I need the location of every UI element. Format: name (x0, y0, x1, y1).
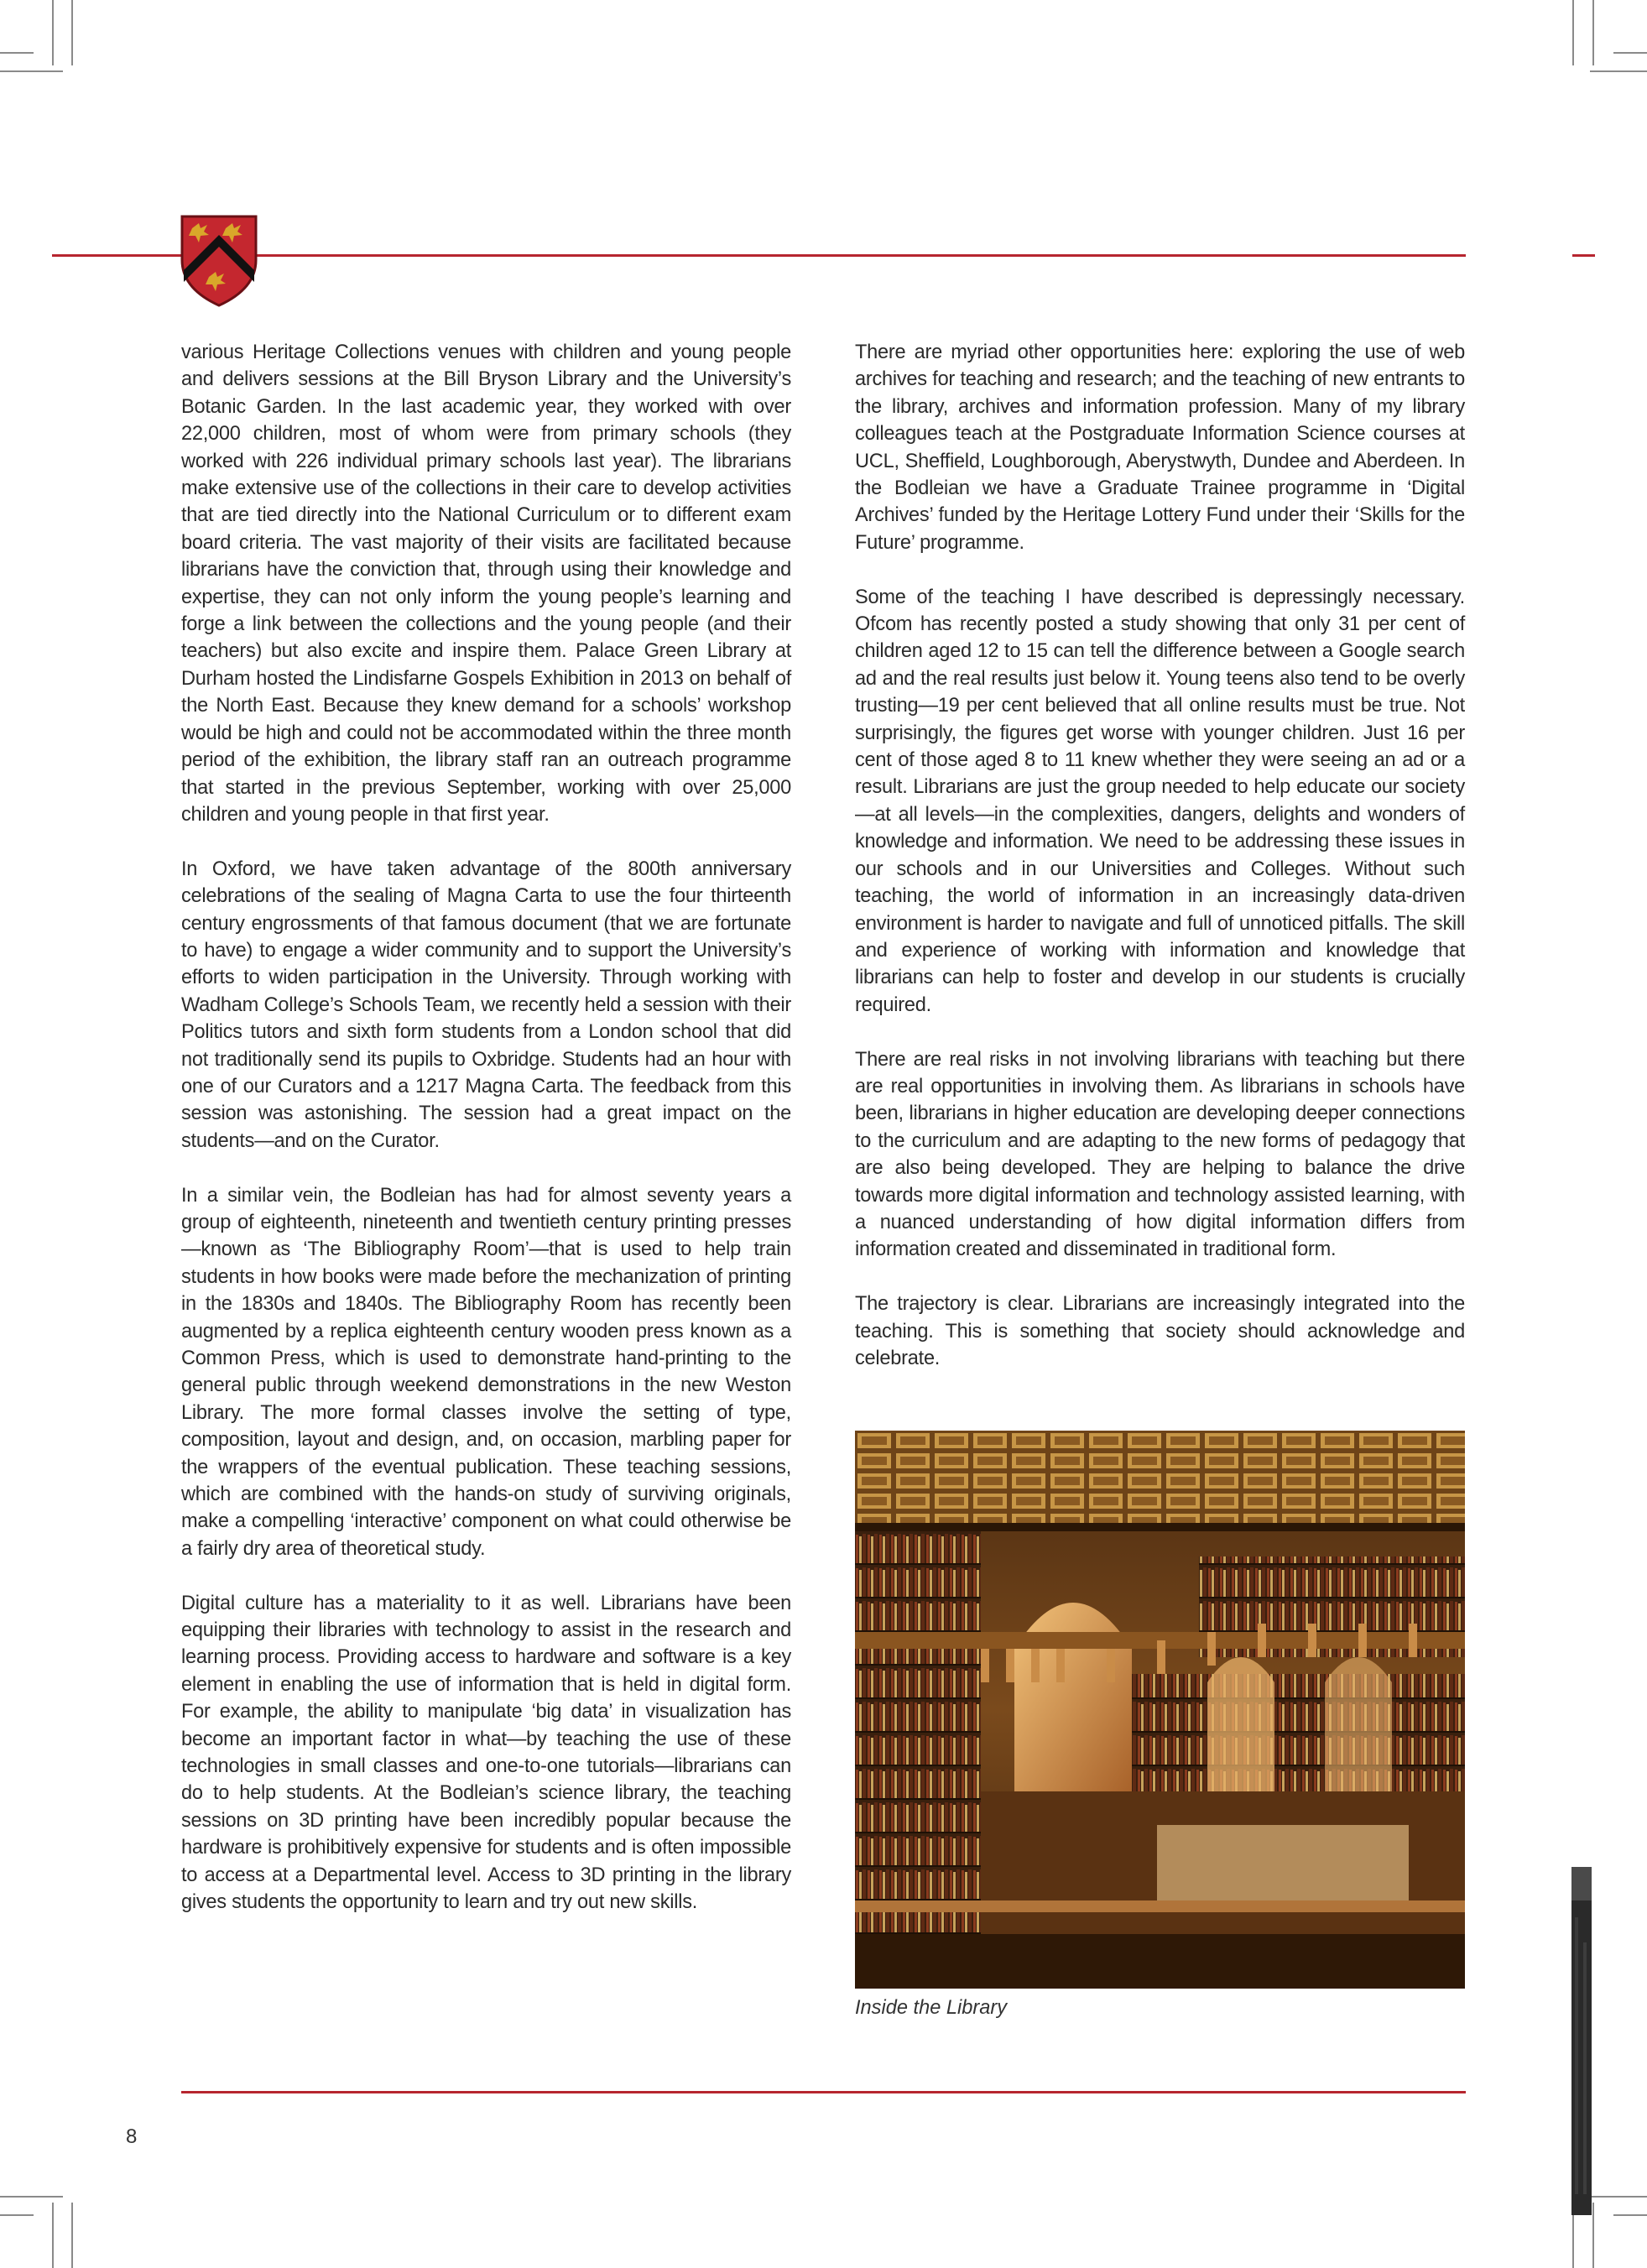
header-rule-tick (1572, 254, 1595, 257)
crop-mark (0, 52, 34, 54)
crop-mark (1572, 0, 1574, 65)
crop-mark (0, 70, 63, 72)
crop-mark (71, 2203, 73, 2268)
figure-caption: Inside the Library (855, 1997, 1007, 2019)
footer-rule (181, 2091, 1466, 2093)
crop-mark (1592, 2203, 1594, 2268)
body-paragraph: In a similar vein, the Bodleian has had for almost seventy years a group of eighteenth, nineteenth and twentieth century printing presses—known as ‘The Bibliography Room’—that is used to help train students in how books were made before the mechanization of printing in the 1830s and 1840s. The Bibliography Room has recently been augmented by a replica eighteenth century wooden press known as a Common Press, which is used to demonstrate hand-printing to the general public through weekend demonstrations in the new Weston Library. The more formal classes involve the setting of type, composition, layout and design, and, on occasion, marbling paper for the wrappers of the eventual publication. These teaching sessions, which are combined with the hands-on study of surviving originals, make a compelling ‘interactive’ component on what could otherwise be a fairly dry area of theoretical study. (181, 1184, 791, 1560)
body-paragraph: Some of the teaching I have described is depressingly necessary. Ofcom has recently posted a study showing that only 31 per cent of children aged 12 to 15 can tell the difference between a Google search ad and the real results just below it. Young teens also tend to be overly trusting—19 per cent believed that all online results must be true. Not surprisingly, the figures get worse with younger children. Just 16 per cent of those aged 8 to 11 knew whether they were seeing an ad or a result. Librarians are just the group needed to help educate our society—at all levels—in the complexities, dangers, delights and wonders of knowledge and information. We need to be addressing these issues in our schools and in our Universities and Colleges. Without such teaching, the world of information in an increasingly data-driven environment is harder to navigate and full of unnoticed pitfalls. The skill and experience of working with information and knowledge that librarians can help to foster and develop in our students is crucially required. (855, 586, 1465, 1016)
page-number: 8 (126, 2125, 138, 2148)
crop-mark (1613, 2214, 1647, 2216)
page-edge-tab (1571, 1867, 1592, 2215)
left-column (181, 339, 791, 1943)
crop-mark (52, 0, 54, 65)
body-paragraph: various Heritage Collections venues with children and young people and delivers sessions at the Bill Bryson Library and the University’s Botanic Garden. In the last academic year, they worked with over 22,000 children, most of whom were from primary schools (they worked with 226 individual primary schools last year). The librarians make extensive use of the collections in their care to develop activities that are tied directly into the National Curriculum or to different exam board criteria. The vast majority of their visits are facilitated because librarians have the conviction that, through using their knowledge and expertise, they can not only inform the young people’s learning and forge a link between the collections and the young people (and their teachers) but also excite and inspire them. Palace Green Library at Durham hosted the Lindisfarne Gospels Exhibition in 2013 on behalf of the North East. Because they knew demand for a schools’ workshop would be high and could not be accommodated within the three month period of the exhibition, the library staff ran an outreach programme that started in the previous September, working with over 25,000 children and young people in that first year. (181, 342, 791, 826)
header-rule (52, 254, 1466, 257)
body-paragraph: In Oxford, we have taken advantage of the 800th anniversary celebrations of the sealing of Magna Carta to use the four thirteenth century engrossments of that famous document (that we are fortunate to have) to engage a wider community and to support the University’s efforts to widen participation in the University. Through working with Wadham College’s Schools Team, we recently held a session with their Politics tutors and sixth form students from a London school that did not traditionally send its pupils to Oxbridge. Students had an hour with one of our Curators and a 1217 Magna Carta. The feedback from this session was astonishing. The session had a great impact on the students—and on the Curator. (181, 858, 791, 1152)
body-paragraph: There are myriad other opportunities here: exploring the use of web archives for teaching and research; and the teaching of new entrants to the library, archives and information profession. Many of my library colleagues teach at the Postgraduate Information Science courses at UCL, Sheffield, Loughborough, Aberystwyth, Dundee and Aberdeen. In the Bodleian we have a Graduate Trainee programme in ‘Digital Archives’ funded by the Heritage Lottery Fund under their ‘Skills for the Future’ programme. (855, 342, 1465, 554)
body-paragraph: Digital culture has a materiality to it as well. Librarians have been equipping their libraries with technology to assist in the research and learning process. Providing access to hardware and software is a key element in enabling the use of information that is held in digital form. For example, the ability to manipulate ‘big data’ in visualization has become an important factor in what—by teaching the use of these technologies in small classes and one-to-one tutorials—librarians can do to help students. At the Bodleian’s science library, the teaching sessions on 3D printing have been incredibly popular because the hardware is prohibitively expensive for students and is often impossible to access at a Departmental level. Access to 3D printing in the library gives students the opportunity to learn and try out new skills. (181, 1592, 791, 1914)
crop-mark (1592, 0, 1594, 65)
body-paragraph: The trajectory is clear. Librarians are increasingly integrated into the teaching. This is something that society should acknowledge and celebrate. (855, 1293, 1465, 1369)
right-column (855, 339, 1465, 1400)
crop-mark (1613, 52, 1647, 54)
body-paragraph: There are real risks in not involving librarians with teaching but there are real opportunities in involving them. As librarians in schools have been, librarians in higher education are developing deeper connections to the curriculum and are adapting to the new forms of pedagogy that are also being developed. They are helping to balance the drive towards more digital information and technology assisted learning, with a nuanced understanding of how digital information differs from information created and disseminated in traditional form. (855, 1048, 1465, 1261)
crop-mark (1590, 2196, 1647, 2198)
crop-mark (0, 2214, 34, 2216)
crop-mark (0, 2196, 63, 2198)
crop-mark (1590, 70, 1647, 72)
college-crest-icon (179, 213, 259, 309)
library-interior-photo (855, 1431, 1465, 1989)
crop-mark (52, 2203, 54, 2268)
crop-mark (71, 0, 73, 65)
